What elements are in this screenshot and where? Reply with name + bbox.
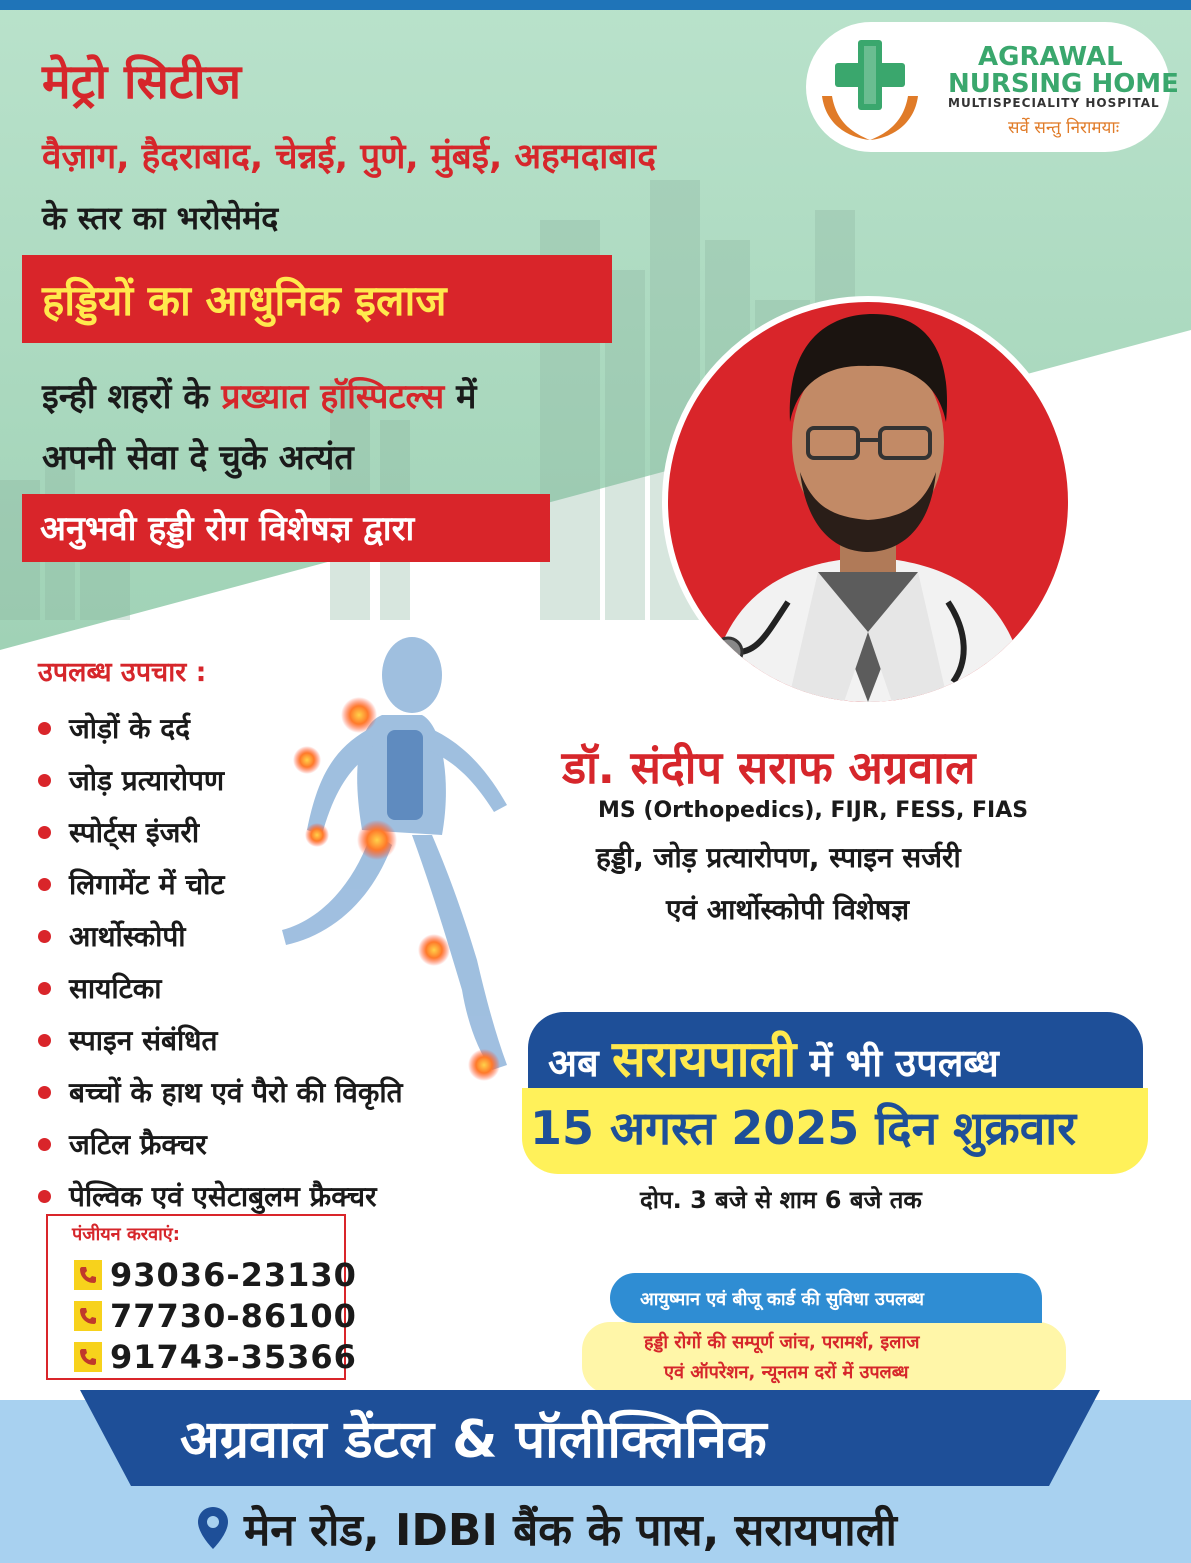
modern-treatment-banner [22, 255, 612, 343]
treatment-label: जोड़ों के दर्द [69, 712, 190, 745]
treatment-label: बच्चों के हाथ एवं पैरो की विकृति [69, 1076, 403, 1109]
intro-line-2: अपनी सेवा दे चुके अत्यंत [42, 438, 354, 478]
logo-text-agrawal: AGRAWAL [978, 42, 1123, 72]
treatment-label: जोड़ प्रत्यारोपण [69, 764, 225, 797]
availability-post: में भी उपलब्ध [796, 1041, 999, 1085]
list-item [38, 806, 403, 858]
intro-line-1-post: में [444, 377, 477, 417]
bullet-icon [38, 930, 51, 943]
phone-icon [74, 1260, 102, 1290]
list-item [38, 1066, 403, 1118]
bullet-icon [38, 774, 51, 787]
modern-treatment-text: हड्डियों का आधुनिक इलाज [42, 276, 447, 325]
ayushman-text: आयुष्मान एवं बीजू कार्ड की सुविधा उपलब्ध [640, 1289, 924, 1310]
top-accent-bar [0, 0, 1191, 10]
knee-glow [418, 934, 450, 966]
treatments-list [38, 702, 403, 1222]
phone-icon [74, 1342, 102, 1372]
bullet-icon [38, 1034, 51, 1047]
treatment-label: सायटिका [69, 972, 162, 1005]
address-text: मेन रोड, IDBI बैंक के पास, सरायपाली [244, 1505, 897, 1556]
camp-time: दोप. 3 बजे से शाम 6 बजे तक [640, 1186, 922, 1214]
doctor-name: डॉ. संदीप सराफ अग्रवाल [562, 741, 976, 794]
treatment-label: पेल्विक एवं एसेटाबुलम फ्रैक्चर [69, 1180, 377, 1213]
treatment-label: आर्थोस्कोपी [69, 920, 186, 953]
intro-line-1 [42, 372, 476, 418]
specialist-banner [22, 494, 550, 562]
list-item [38, 910, 403, 962]
bullet-icon [38, 826, 51, 839]
phone-row[interactable] [74, 1256, 357, 1294]
doctor-degrees: MS (Orthopedics), FIJR, FESS, FIAS [598, 798, 1029, 823]
bullet-icon [38, 878, 51, 891]
bullet-icon [38, 1190, 51, 1203]
registration-title: पंजीयन करवाएं: [72, 1224, 180, 1245]
logo-tagline: सर्वे सन्तु निरामयाः [1008, 118, 1120, 138]
list-item [38, 1014, 403, 1066]
phone-icon [74, 1301, 102, 1331]
list-item [38, 858, 403, 910]
bullet-icon [38, 1086, 51, 1099]
list-item [38, 1118, 403, 1170]
phone-row[interactable] [74, 1297, 357, 1335]
treatment-label: स्पाइन संबंधित [69, 1024, 218, 1057]
availability-text [548, 1023, 999, 1091]
phone-row[interactable] [74, 1338, 357, 1376]
list-item [38, 962, 403, 1014]
list-item [38, 754, 403, 806]
availability-pre: अब [548, 1041, 612, 1085]
ayushman-banner [610, 1273, 1042, 1323]
bullet-icon [38, 1138, 51, 1151]
treatment-label: लिगामेंट में चोट [69, 868, 225, 901]
phone-number[interactable]: 93036-23130 [110, 1256, 357, 1294]
facilities-line-1: हड्डी रोगों की सम्पूर्ण जांच, परामर्श, इलाज [644, 1332, 920, 1353]
facilities-line-2: एवं ऑपरेशन, न्यूनतम दरों में उपलब्ध [664, 1362, 909, 1383]
logo-text-nursing-home: NURSING HOME [948, 69, 1179, 99]
doctor-portrait [668, 302, 1068, 702]
specialist-banner-text: अनुभवी हड्डी रोग विशेषज्ञ द्वारा [40, 509, 415, 549]
availability-place: सरायपाली [611, 1030, 797, 1088]
doctor-specialty-line-2: एवं आर्थोस्कोपी विशेषज्ञ [666, 893, 910, 926]
bullet-icon [38, 722, 51, 735]
trust-line: के स्तर का भरोसेमंद [42, 199, 279, 237]
intro-line-1-pre: इन्ही शहरों के [42, 377, 222, 417]
bullet-icon [38, 982, 51, 995]
location-pin-icon [196, 1506, 230, 1550]
ankle-glow [468, 1049, 500, 1081]
clinic-name: अग्रवाल डेंटल & पॉलीक्लिनिक [180, 1410, 767, 1470]
treatments-title: उपलब्ध उपचार : [38, 657, 207, 688]
phone-number[interactable]: 91743-35366 [110, 1338, 357, 1376]
list-item [38, 702, 403, 754]
headline-metro-cities: मेट्रो सिटीज [42, 54, 242, 110]
phone-number[interactable]: 77730-86100 [110, 1297, 357, 1335]
treatment-label: स्पोर्ट्स इंजरी [69, 816, 200, 849]
treatment-label: जटिल फ्रैक्चर [69, 1128, 207, 1161]
doctor-specialty-line-1: हड्डी, जोड़ प्रत्यारोपण, स्पाइन सर्जरी [596, 841, 961, 874]
doctor-photo-circle [662, 296, 1074, 708]
logo-text-multispeciality: MULTISPECIALITY HOSPITAL [948, 96, 1160, 110]
intro-highlight: प्रख्यात हॉस्पिटल्स [221, 377, 445, 417]
address [196, 1498, 897, 1558]
cities-list: वैज़ाग, हैदराबाद, चेन्नई, पुणे, मुंबई, अहमदाबाद [42, 137, 656, 177]
camp-date: 15 अगस्त 2025 दिन शुक्रवार [530, 1101, 1077, 1155]
medical-cross-hands-icon [820, 36, 920, 146]
